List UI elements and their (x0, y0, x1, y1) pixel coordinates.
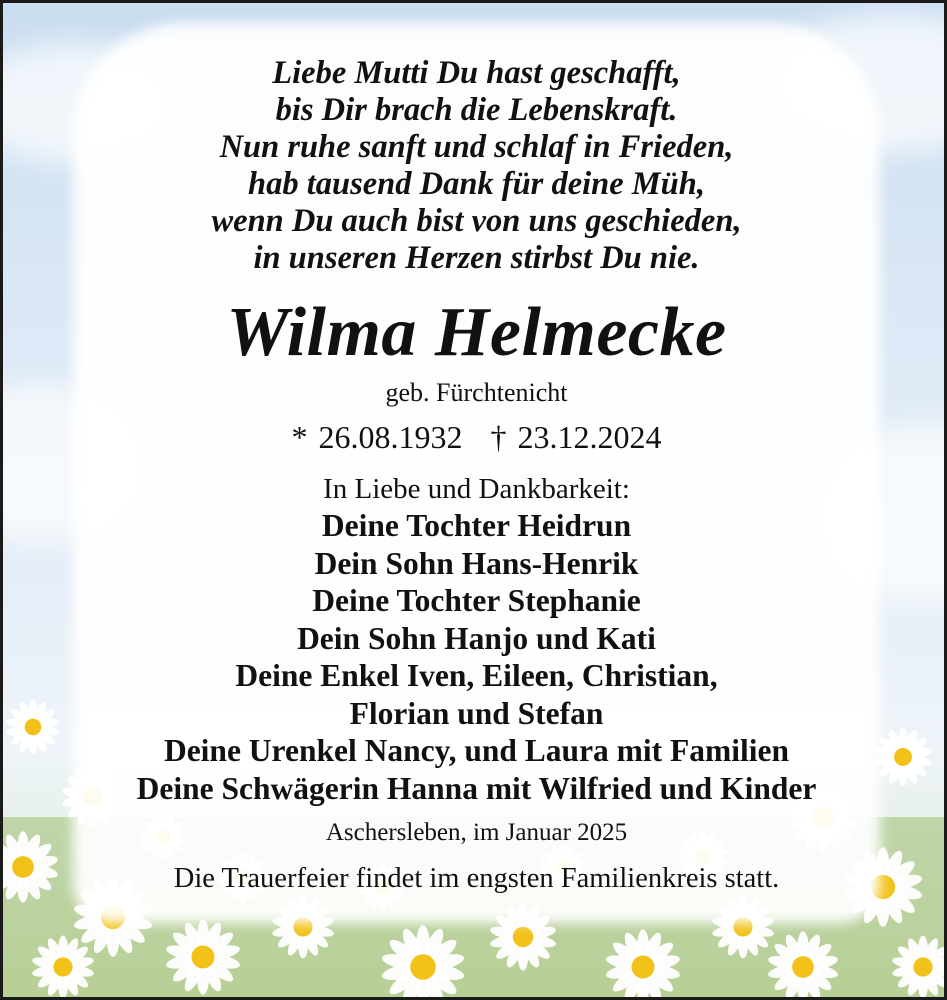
funeral-note: Die Trauerfeier findet im engsten Familienkreis statt. (173, 863, 780, 894)
mourner-line: Dein Sohn Hans-Henrik (314, 545, 639, 581)
death-date: † 23.12.2024 (490, 419, 662, 455)
poem-line: in unseren Herzen stirbst Du nie. (253, 240, 700, 276)
obituary-text (3, 3, 947, 897)
mourner-line: Deine Enkel Iven, Eileen, Christian, (235, 658, 718, 693)
mourner-line: Dein Sohn Hanjo und Kati (297, 620, 656, 656)
poem-line: hab tausend Dank für deine Müh, (248, 166, 705, 202)
mourner-line: Deine Urenkel Nancy, und Laura mit Familien (163, 733, 790, 768)
maiden-name: geb. Fürchtenicht (385, 378, 568, 407)
mourner-line: Deine Schwägerin Hanna mit Wilfried und Kinder (136, 770, 817, 806)
deceased-name: Wilma Helmecke (226, 294, 727, 371)
life-dates (3, 417, 947, 457)
mourners-list (3, 507, 947, 807)
poem-line: Liebe Mutti Du hast geschafft, (272, 55, 681, 91)
mourner-line: Florian und Stefan (349, 695, 604, 731)
mourners-intro: In Liebe und Dankbarkeit: (323, 473, 630, 505)
poem-line: wenn Du auch bist von uns geschieden, (211, 203, 742, 239)
mourner-line: Deine Tochter Stephanie (312, 583, 641, 618)
poem-line: bis Dir brach die Lebenskraft. (275, 92, 678, 128)
memorial-poem (3, 55, 947, 277)
place-and-date: Aschersleben, im Januar 2025 (325, 819, 628, 846)
birth-date: * 26.08.1932 (291, 419, 463, 455)
mourner-line: Deine Tochter Heidrun (321, 508, 632, 543)
poem-line: Nun ruhe sanft und schlaf in Frieden, (219, 129, 734, 165)
